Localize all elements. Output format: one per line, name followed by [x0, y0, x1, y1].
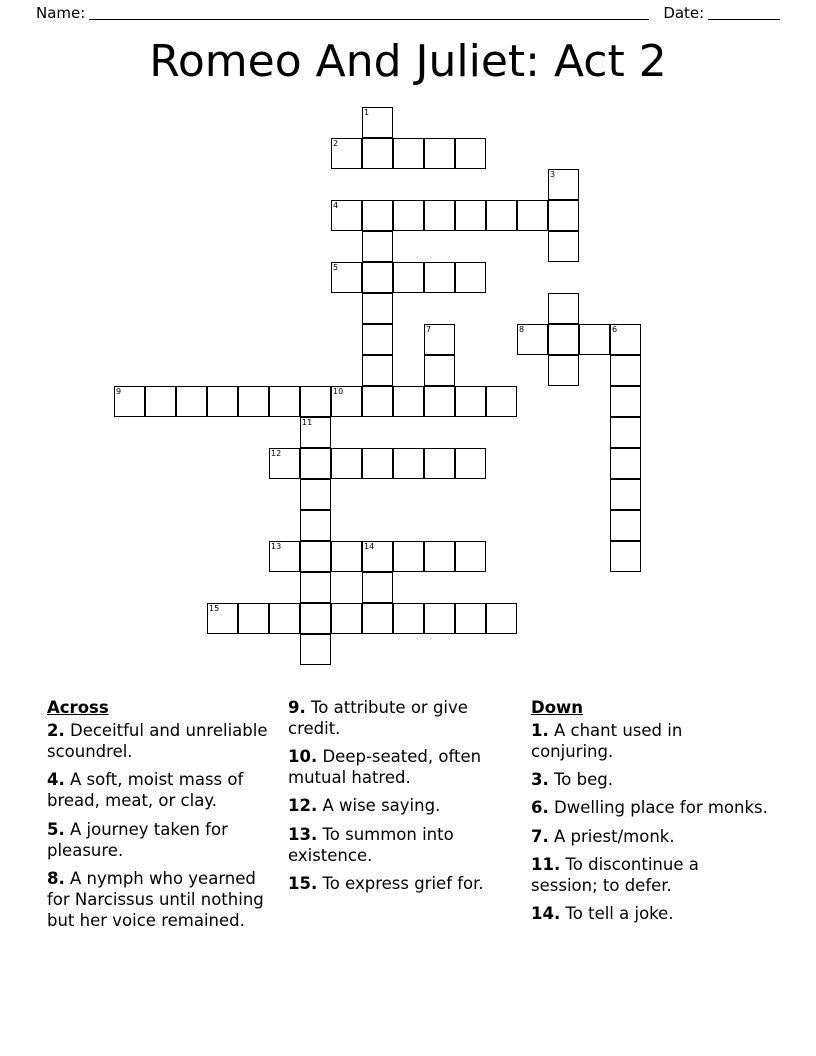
grid-cell[interactable] [362, 231, 393, 262]
name-write-line[interactable] [89, 6, 649, 20]
clue-number: 3. [531, 770, 549, 790]
grid-cell-number: 8 [519, 325, 525, 334]
clue-text: To tell a joke. [560, 903, 674, 923]
grid-cell[interactable] [300, 541, 331, 572]
clue-item [531, 903, 769, 924]
grid-cell[interactable] [300, 479, 331, 510]
grid-cell[interactable] [331, 386, 362, 417]
grid-cell[interactable] [610, 417, 641, 448]
grid-cell[interactable] [393, 386, 424, 417]
grid-cell[interactable] [548, 324, 579, 355]
grid-cell[interactable] [331, 138, 362, 169]
name-label: Name: [36, 4, 86, 22]
grid-cell[interactable] [300, 510, 331, 541]
clue-number: 15. [288, 873, 318, 893]
grid-cell-number: 9 [116, 387, 122, 396]
grid-cell[interactable] [269, 541, 300, 572]
across-heading: Across [47, 698, 109, 717]
grid-cell[interactable] [486, 386, 517, 417]
grid-cell[interactable] [610, 324, 641, 355]
grid-cell-number: 7 [426, 325, 432, 334]
grid-cell[interactable] [362, 107, 393, 138]
clue-number: 7. [531, 826, 549, 846]
grid-cell[interactable] [300, 417, 331, 448]
grid-cell[interactable] [300, 603, 331, 634]
grid-cell[interactable] [517, 324, 548, 355]
grid-cell[interactable] [455, 386, 486, 417]
grid-cell[interactable] [610, 448, 641, 479]
grid-cell[interactable] [145, 386, 176, 417]
grid-cell[interactable] [548, 355, 579, 386]
grid-cell[interactable] [424, 541, 455, 572]
clue-number: 13. [288, 824, 318, 844]
grid-cell[interactable] [331, 603, 362, 634]
grid-cell-number: 13 [271, 542, 282, 551]
date-write-line[interactable] [708, 6, 780, 20]
grid-cell[interactable] [455, 541, 486, 572]
clue-text: A journey taken for pleasure. [47, 819, 228, 860]
clue-text: A priest/monk. [548, 826, 675, 846]
grid-cell[interactable] [424, 448, 455, 479]
clue-number: 6. [531, 798, 549, 818]
grid-cell[interactable] [331, 200, 362, 231]
clue-number: 4. [47, 770, 65, 790]
clue-item [288, 697, 514, 739]
grid-cell-number: 6 [612, 325, 618, 334]
grid-cell[interactable] [548, 200, 579, 231]
clue-text: A chant used in conjuring. [531, 721, 683, 762]
clue-text: A soft, moist mass of bread, meat, or clay. [47, 770, 244, 811]
clue-text: To discontinue a session; to defer. [531, 854, 699, 895]
grid-cell[interactable] [362, 324, 393, 355]
grid-cell[interactable] [238, 603, 269, 634]
grid-cell[interactable] [362, 355, 393, 386]
crossword-grid[interactable] [0, 105, 816, 695]
clue-item [531, 769, 769, 790]
grid-cell[interactable] [455, 448, 486, 479]
grid-cell-number: 2 [333, 139, 339, 148]
grid-cell[interactable] [424, 200, 455, 231]
clue-text: Deceitful and unreliable scoundrel. [47, 721, 268, 762]
grid-cell[interactable] [424, 355, 455, 386]
grid-cell[interactable] [269, 603, 300, 634]
grid-cell[interactable] [424, 386, 455, 417]
grid-cell-number: 12 [271, 449, 282, 458]
grid-cell[interactable] [362, 541, 393, 572]
clue-item [288, 824, 514, 866]
clue-item [288, 746, 514, 788]
grid-cell[interactable] [486, 200, 517, 231]
grid-cell[interactable] [269, 448, 300, 479]
grid-cell-number: 3 [550, 170, 556, 179]
clue-text: Deep-seated, often mutual hatred. [288, 747, 482, 788]
grid-cell[interactable] [207, 386, 238, 417]
grid-cell[interactable] [300, 386, 331, 417]
grid-cell[interactable] [114, 386, 145, 417]
grid-cell-number: 15 [209, 604, 220, 613]
grid-cell[interactable] [331, 262, 362, 293]
grid-cell[interactable] [455, 200, 486, 231]
grid-cell[interactable] [610, 479, 641, 510]
clue-item [47, 720, 282, 762]
clue-item [47, 769, 282, 811]
clue-item [531, 720, 769, 762]
grid-cell[interactable] [393, 200, 424, 231]
grid-cell[interactable] [300, 634, 331, 665]
clue-column-down [531, 697, 769, 931]
grid-cell[interactable] [393, 262, 424, 293]
grid-cell[interactable] [331, 448, 362, 479]
grid-cell[interactable] [455, 603, 486, 634]
grid-cell[interactable] [300, 572, 331, 603]
grid-cell[interactable] [455, 262, 486, 293]
grid-cell[interactable] [362, 262, 393, 293]
page-title: Romeo And Juliet: Act 2 [149, 36, 667, 87]
clue-text: Dwelling place for monks. [548, 798, 768, 818]
date-label: Date: [663, 4, 705, 22]
clues-section [0, 697, 816, 997]
grid-cell[interactable] [548, 231, 579, 262]
grid-cell[interactable] [362, 386, 393, 417]
clue-text: A nymph who yearned for Narcissus until nothing but her voice remained. [47, 868, 264, 930]
clue-number: 10. [288, 747, 318, 767]
grid-cell[interactable] [238, 386, 269, 417]
grid-cell[interactable] [455, 138, 486, 169]
grid-cell[interactable] [331, 541, 362, 572]
clue-item [47, 868, 282, 931]
grid-cell[interactable] [486, 603, 517, 634]
clue-item [288, 795, 514, 816]
grid-cell-number: 4 [333, 201, 339, 210]
grid-cell-number: 10 [333, 387, 344, 396]
grid-cell[interactable] [610, 355, 641, 386]
grid-cell[interactable] [548, 169, 579, 200]
clue-number: 9. [288, 698, 306, 717]
grid-cell[interactable] [610, 541, 641, 572]
grid-cell[interactable] [424, 262, 455, 293]
grid-cell[interactable] [362, 572, 393, 603]
grid-cell-number: 11 [302, 418, 313, 427]
clue-item [288, 873, 514, 894]
grid-cell[interactable] [269, 386, 300, 417]
grid-cell[interactable] [393, 603, 424, 634]
clue-number: 11. [531, 854, 561, 874]
clue-column-across-1 [47, 697, 282, 938]
clue-text: To summon into existence. [288, 824, 454, 865]
clue-number: 14. [531, 903, 561, 923]
grid-cell-number: 5 [333, 263, 339, 272]
grid-cell[interactable] [424, 603, 455, 634]
grid-cell[interactable] [362, 138, 393, 169]
name-date-row [0, 0, 816, 26]
grid-cell[interactable] [610, 510, 641, 541]
grid-cell[interactable] [610, 386, 641, 417]
clue-number: 1. [531, 721, 549, 741]
clue-number: 5. [47, 819, 65, 839]
grid-cell[interactable] [548, 293, 579, 324]
clue-column-across-2 [288, 697, 514, 901]
clue-text: To beg. [548, 770, 613, 790]
grid-cell[interactable] [424, 138, 455, 169]
clue-item [531, 826, 769, 847]
clue-item [531, 797, 769, 818]
grid-cell-number: 14 [364, 542, 375, 551]
clue-number: 12. [288, 796, 318, 816]
grid-cell[interactable] [362, 200, 393, 231]
grid-cell[interactable] [207, 603, 238, 634]
grid-cell[interactable] [393, 138, 424, 169]
grid-cell[interactable] [362, 293, 393, 324]
clue-number: 8. [47, 868, 65, 888]
grid-cell[interactable] [393, 448, 424, 479]
grid-cell[interactable] [300, 448, 331, 479]
grid-cell[interactable] [517, 200, 548, 231]
grid-cell-number: 1 [364, 108, 370, 117]
down-heading: Down [531, 698, 584, 717]
clue-text: To express grief for. [317, 873, 484, 893]
clue-text: To attribute or give credit. [288, 698, 468, 739]
clue-number: 2. [47, 721, 65, 741]
clue-item [47, 819, 282, 861]
grid-cell[interactable] [362, 603, 393, 634]
grid-cell[interactable] [393, 541, 424, 572]
grid-cell[interactable] [424, 324, 455, 355]
grid-cell[interactable] [176, 386, 207, 417]
grid-cell[interactable] [579, 324, 610, 355]
clue-item [531, 854, 769, 896]
grid-cell[interactable] [362, 448, 393, 479]
clue-text: A wise saying. [317, 796, 441, 816]
